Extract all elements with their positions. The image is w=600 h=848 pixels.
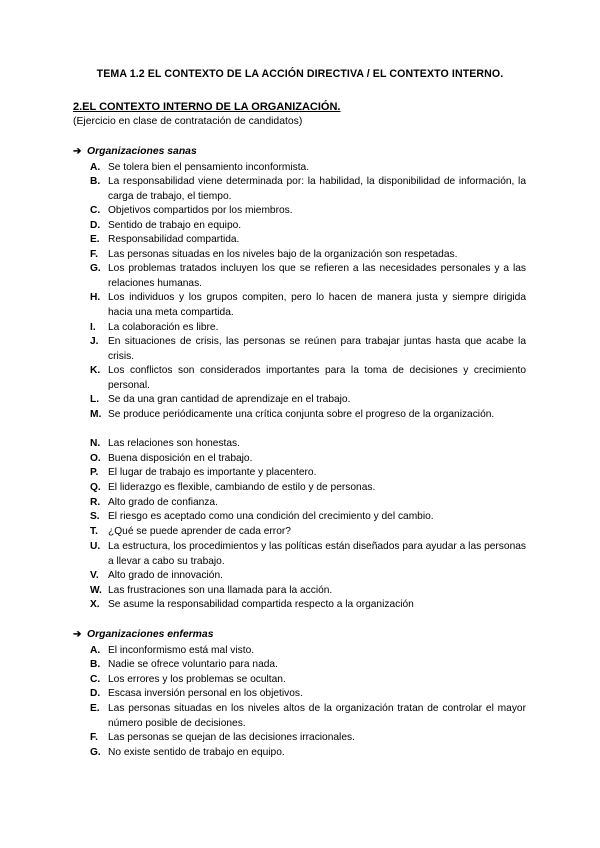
- list-item-text: Se tolera bien el pensamiento inconformista.: [108, 162, 310, 173]
- list-item-text: Se produce periódicamente una crítica conjunta sobre el progreso de la organización.: [108, 409, 495, 420]
- list-item-text: Los individuos y los grupos compiten, pero lo hacen de manera justa y siempre dirigida hacia una meta compartida.: [108, 292, 526, 318]
- list-item-text: El lugar de trabajo es importante y placentero.: [108, 467, 317, 478]
- list-item-letter: B.: [90, 176, 101, 187]
- list-item-letter: M.: [90, 409, 102, 420]
- list-item-text: ¿Qué se puede aprender de cada error?: [108, 526, 291, 537]
- list-item-text: El inconformismo está mal visto.: [108, 645, 255, 656]
- list-item-letter: U.: [90, 541, 101, 552]
- list-item-letter: F.: [90, 249, 98, 260]
- list-item-letter: S.: [90, 511, 100, 522]
- list-item-letter: H.: [90, 292, 101, 303]
- list-item: [90, 393, 526, 408]
- list-item-text: Las relaciones son honestas.: [108, 438, 240, 449]
- list-item-text: Responsabilidad compartida.: [108, 234, 240, 245]
- list-item: [90, 321, 526, 336]
- list-item-text: Buena disposición en el trabajo.: [108, 453, 253, 464]
- list-item: [90, 510, 526, 525]
- list-item: [90, 466, 526, 481]
- list-item: [90, 248, 526, 263]
- list-item: [90, 687, 526, 702]
- list-item-text: La estructura, los procedimientos y las políticas están diseñados para ayudar a las personas a llevar a cabo su trabajo.: [108, 541, 526, 567]
- list-item-letter: O.: [90, 453, 101, 464]
- list-item: [90, 746, 526, 761]
- list-item-text: Objetivos compartidos por los miembros.: [108, 205, 293, 216]
- list-item-letter: V.: [90, 570, 99, 581]
- list-item-text: El liderazgo es flexible, cambiando de estilo y de personas.: [108, 482, 376, 493]
- list-item-letter: E.: [90, 234, 100, 245]
- list-item: [90, 584, 526, 599]
- list-item: [90, 540, 526, 569]
- list-item-letter: B.: [90, 659, 101, 670]
- list-item-text: La responsabilidad viene determinada por: la habilidad, la disponibilidad de información, la carga de trabajo, el tiempo.: [108, 176, 526, 202]
- list-item: [90, 525, 526, 540]
- list-item: [90, 702, 526, 731]
- section-subtitle: (Ejercicio en clase de contratación de candidatos): [73, 116, 303, 127]
- sick-heading-text: Organizaciones enfermas: [87, 629, 214, 640]
- list-item-letter: L.: [90, 394, 100, 405]
- list-item-letter: A.: [90, 645, 101, 656]
- list-item-letter: A.: [90, 162, 101, 173]
- list-item: [90, 408, 526, 423]
- list-item-text: El riesgo es aceptado como una condición del crecimiento y del cambio.: [108, 511, 434, 522]
- list-item-letter: G.: [90, 263, 101, 274]
- list-item-text: Las personas situadas en los niveles bajo de la organización son respetadas.: [108, 249, 458, 260]
- list-item-letter: K.: [90, 365, 101, 376]
- list-item-text: Alto grado de confianza.: [108, 497, 218, 508]
- list-item-letter: P.: [90, 467, 99, 478]
- document-title: TEMA 1.2 EL CONTEXTO DE LA ACCIÓN DIRECTIVA / EL CONTEXTO INTERNO.: [96, 68, 504, 80]
- list-item: [90, 569, 526, 584]
- list-item: [90, 204, 526, 219]
- arrow-icon: ➔: [73, 146, 82, 157]
- list-item: [90, 291, 526, 320]
- list-item-text: La colaboración es libre.: [108, 322, 219, 333]
- list-item: [90, 219, 526, 234]
- sick-heading: [73, 629, 213, 640]
- list-item-text: Las personas se quejan de las decisiones irracionales.: [108, 732, 355, 743]
- list-item: [90, 673, 526, 688]
- section-title: 2.EL CONTEXTO INTERNO DE LA ORGANIZACIÓN.: [73, 101, 341, 113]
- list-item: [90, 335, 526, 364]
- list-item-letter: F.: [90, 732, 98, 743]
- list-item: [90, 437, 526, 452]
- list-item: [90, 262, 526, 291]
- arrow-icon: ➔: [73, 629, 82, 640]
- list-item: [90, 175, 526, 204]
- list-item-letter: X.: [90, 599, 100, 610]
- list-item-letter: C.: [90, 674, 101, 685]
- list-item-text: No existe sentido de trabajo en equipo.: [108, 747, 285, 758]
- list-item-letter: G.: [90, 747, 101, 758]
- list-item: [90, 452, 526, 467]
- list-item-text: Se da una gran cantidad de aprendizaje en el trabajo.: [108, 394, 351, 405]
- list-item-letter: W.: [90, 585, 102, 596]
- list-item-text: Escasa inversión personal en los objetivos.: [108, 688, 303, 699]
- list-item-text: Alto grado de innovación.: [108, 570, 223, 581]
- list-item-text: Los conflictos son considerados importantes para la toma de decisiones y crecimiento personal.: [108, 365, 526, 391]
- list-item-letter: D.: [90, 688, 101, 699]
- list-item-letter: I.: [90, 322, 96, 333]
- list-item-letter: Q.: [90, 482, 101, 493]
- list-item-letter: T.: [90, 526, 98, 537]
- list-item-letter: R.: [90, 497, 101, 508]
- list-item-letter: D.: [90, 220, 101, 231]
- list-item: [90, 364, 526, 393]
- list-item-text: Las frustraciones son una llamada para la acción.: [108, 585, 333, 596]
- healthy-heading: [73, 146, 197, 157]
- list-item-letter: E.: [90, 703, 100, 714]
- list-item-letter: C.: [90, 205, 101, 216]
- list-item: [90, 658, 526, 673]
- list-item-text: En situaciones de crisis, las personas se reúnen para trabajar juntas hasta que acabe la crisis.: [108, 336, 526, 362]
- list-item: [90, 481, 526, 496]
- healthy-heading-text: Organizaciones sanas: [87, 146, 197, 157]
- list-item-text: Nadie se ofrece voluntario para nada.: [108, 659, 278, 670]
- list-item-letter: J.: [90, 336, 99, 347]
- list-item: [90, 233, 526, 248]
- list-item-letter: N.: [90, 438, 101, 449]
- list-item-text: Los errores y los problemas se ocultan.: [108, 674, 286, 685]
- list-item: [90, 644, 526, 659]
- list-item-text: Se asume la responsabilidad compartida respecto a la organización: [108, 599, 414, 610]
- list-item: [90, 598, 526, 613]
- list-item-text: Las personas situadas en los niveles altos de la organización tratan de controlar el mayor número posible de decisiones.: [108, 703, 526, 729]
- list-item: [90, 496, 526, 511]
- list-item: [90, 161, 526, 176]
- list-item-text: Los problemas tratados incluyen los que se refieren a las necesidades personales y a las relaciones humanas.: [108, 263, 526, 289]
- list-item-text: Sentido de trabajo en equipo.: [108, 220, 242, 231]
- list-item: [90, 731, 526, 746]
